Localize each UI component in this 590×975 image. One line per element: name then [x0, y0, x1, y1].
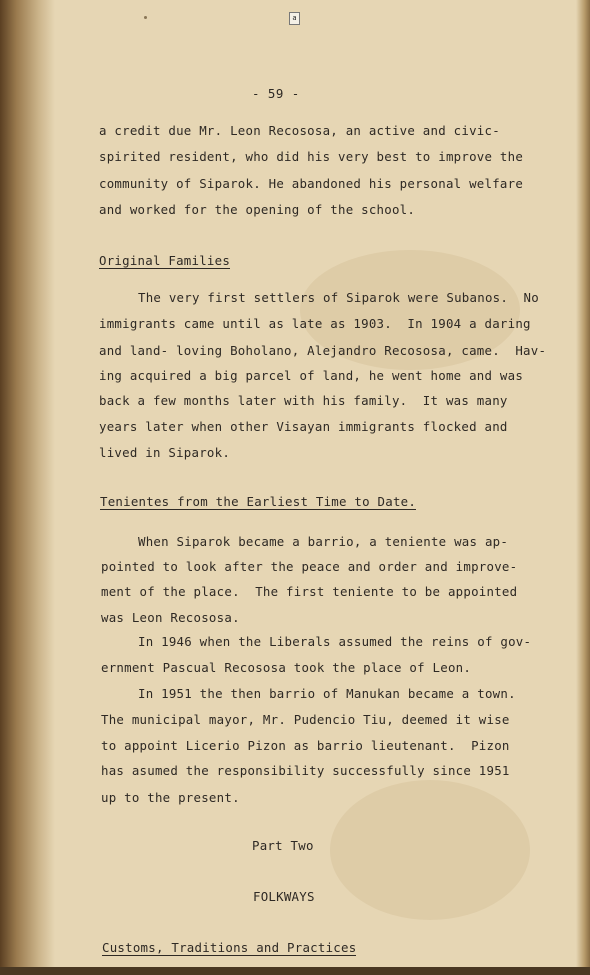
- binding-shadow: [0, 0, 55, 975]
- text-line: When Siparok became a barrio, a teniente was ap-: [138, 534, 509, 549]
- section-heading-original-families: Original Families: [99, 253, 231, 268]
- page-number: - 59 -: [252, 86, 300, 101]
- text-line: ing acquired a big parcel of land, he went home and was: [99, 368, 524, 383]
- text-line: ment of the place. The first teniente to be appointed: [101, 584, 518, 599]
- page-bottom-edge: [0, 967, 590, 975]
- paper-stain: [330, 780, 530, 920]
- text-line: up to the present.: [101, 790, 240, 805]
- section-title-folkways: FOLKWAYS: [253, 889, 315, 904]
- text-line: and worked for the opening of the school.: [99, 202, 416, 217]
- text-line: pointed to look after the peace and order and improve-: [101, 559, 518, 574]
- text-line: community of Siparok. He abandoned his personal welfare: [99, 176, 524, 191]
- text-line: back a few months later with his family. It was many: [99, 393, 508, 408]
- text-line: was Leon Recososa.: [101, 610, 240, 625]
- text-line: immigrants came until as late as 1903. In 1904 a daring: [99, 316, 531, 331]
- text-line: and land- loving Boholano, Alejandro Recososa, came. Hav-: [99, 343, 547, 358]
- text-line: The very first settlers of Siparok were Subanos. No: [138, 290, 539, 305]
- page-marker-tab: a: [289, 12, 300, 25]
- text-line: In 1951 the then barrio of Manukan became a town.: [138, 686, 516, 701]
- text-line: has asumed the responsibility successfully since 1951: [101, 763, 510, 778]
- text-line: ernment Pascual Recososa took the place of Leon.: [101, 660, 472, 675]
- text-line: lived in Siparok.: [99, 445, 231, 460]
- section-heading-customs: Customs, Traditions and Practices: [102, 940, 357, 955]
- section-heading-tenientes: Tenientes from the Earliest Time to Date.: [100, 494, 417, 509]
- text-line: In 1946 when the Liberals assumed the reins of gov-: [138, 634, 532, 649]
- text-line: spirited resident, who did his very best to improve the: [99, 149, 524, 164]
- text-line: The municipal mayor, Mr. Pudencio Tiu, deemed it wise: [101, 712, 510, 727]
- text-line: a credit due Mr. Leon Recososa, an active and civic-: [99, 123, 500, 138]
- text-line: years later when other Visayan immigrants flocked and: [99, 419, 508, 434]
- ink-dot: [144, 16, 147, 19]
- part-title: Part Two: [252, 838, 314, 853]
- page-edge: [576, 0, 590, 975]
- text-line: to appoint Licerio Pizon as barrio lieutenant. Pizon: [101, 738, 510, 753]
